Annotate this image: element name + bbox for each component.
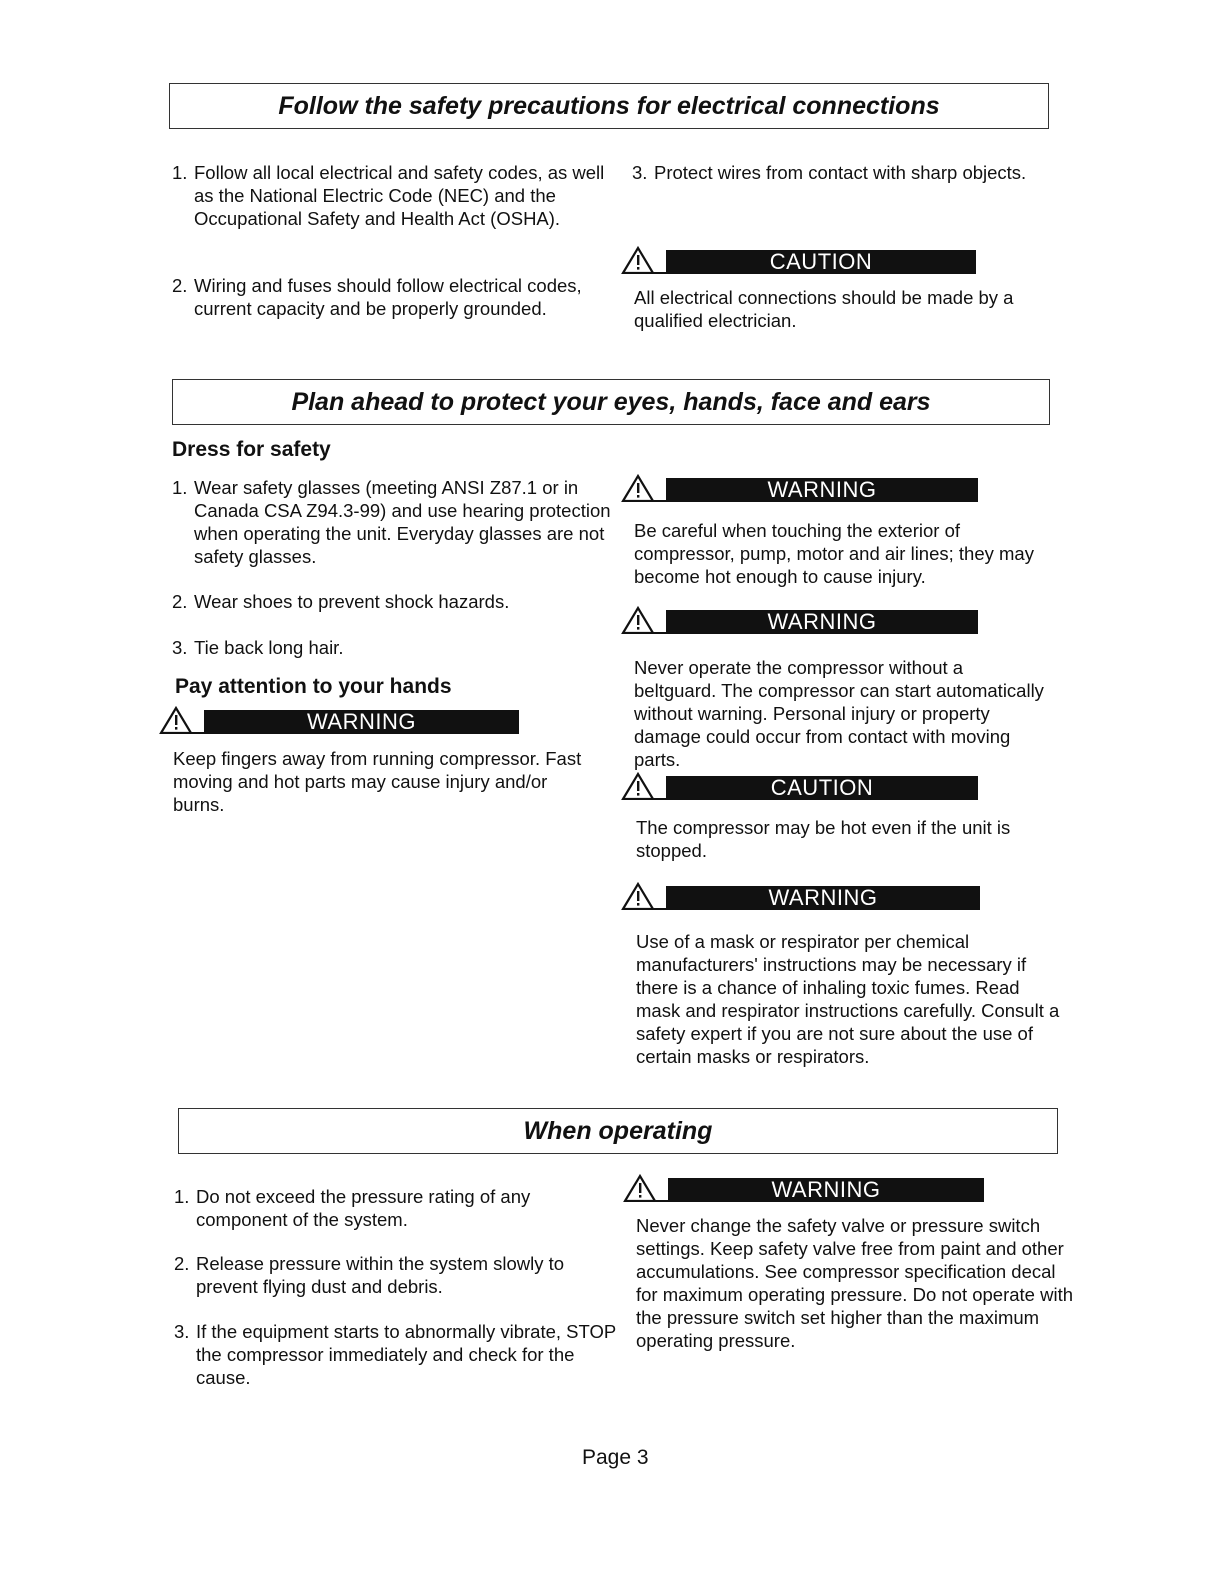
warning-triangle-icon <box>620 474 666 502</box>
warning-triangle-icon <box>622 1174 668 1202</box>
warning-label: WARNING <box>666 886 980 910</box>
caution-banner <box>620 772 978 800</box>
electrical-section-title: Follow the safety precautions for electrical connections <box>278 91 940 120</box>
protect-section-title: Plan ahead to protect your eyes, hands, face and ears <box>291 387 931 416</box>
electrical-caution-banner <box>620 246 976 274</box>
electrical-header-box <box>169 83 1049 129</box>
warning-triangle-icon <box>620 246 666 274</box>
electrical-item-1: 1. Follow all local electrical and safety codes, as well as the National Electric Code (NEC) and the Occupational Safety and Health Act (OSHA). <box>172 162 605 229</box>
electrical-item-3: 3. Protect wires from contact with sharp objects. <box>632 162 1027 183</box>
warning-triangle-icon <box>620 772 666 800</box>
dress-item-2: 2. Wear shoes to prevent shock hazards. <box>172 591 510 612</box>
operating-warning-text: Never change the safety valve or pressure switch settings. Keep safety valve free from paint and other accumulations. See compressor specification decal for maximum operating pressure. Do not operate with the pressure switch set higher than the maximum operating pressure. <box>636 1215 1074 1351</box>
warning-label: WARNING <box>666 478 978 502</box>
warning-label: WARNING <box>666 610 978 634</box>
dress-item-3: 3. Tie back long hair. <box>172 637 344 658</box>
electrical-caution-text: All electrical connections should be made by a qualified electrician. <box>634 287 1014 331</box>
warning-banner-3 <box>620 882 980 910</box>
caution-label: CAUTION <box>666 776 978 800</box>
warning-triangle-icon <box>158 706 204 734</box>
caution-label: CAUTION <box>666 250 976 274</box>
operating-item-1: 1. Do not exceed the pressure rating of any component of the system. <box>174 1186 531 1230</box>
warning-triangle-icon <box>620 882 666 910</box>
page-number: Page 3 <box>582 1446 649 1469</box>
electrical-item-2: 2. Wiring and fuses should follow electrical codes, current capacity and be properly grounded. <box>172 275 582 319</box>
operating-header-box <box>178 1108 1058 1154</box>
hands-heading: Pay attention to your hands <box>175 675 452 698</box>
operating-section-title: When operating <box>523 1116 713 1145</box>
dress-heading: Dress for safety <box>172 438 331 461</box>
warning-label: WARNING <box>668 1178 984 1202</box>
caution-text: The compressor may be hot even if the unit is stopped. <box>636 817 1011 861</box>
warning-triangle-icon <box>620 606 666 634</box>
hands-warning-banner <box>158 706 519 734</box>
warning-text-2: Never operate the compressor without a beltguard. The compressor can start automatically without warning. Personal injury or property damage could occur from contact with moving parts. <box>634 657 1044 770</box>
operating-item-3: 3. If the equipment starts to abnormally vibrate, STOP the compressor immediately and check for the cause. <box>174 1321 616 1388</box>
operating-warning-banner <box>622 1174 984 1202</box>
hands-warning-text: Keep fingers away from running compressor. Fast moving and hot parts may cause injury and/or burns. <box>173 748 582 815</box>
warning-banner-2 <box>620 606 978 634</box>
warning-banner-1 <box>620 474 978 502</box>
operating-item-2: 2. Release pressure within the system slowly to prevent flying dust and debris. <box>174 1253 565 1297</box>
warning-text-3: Use of a mask or respirator per chemical manufacturers' instructions may be necessary if there is a chance of inhaling toxic fumes. Read mask and respirator instructions carefully. Consult a safety expert if you are not sure about the use of certain masks or respirators. <box>636 931 1060 1067</box>
protect-header-box <box>172 379 1050 425</box>
warning-text-1: Be careful when touching the exterior of compressor, pump, motor and air lines; they may become hot enough to cause injury. <box>634 520 1034 587</box>
warning-label: WARNING <box>204 710 519 734</box>
dress-item-1: 1. Wear safety glasses (meeting ANSI Z87.1 or in Canada CSA Z94.3-99) and use hearing protection when operating the unit. Everyday glasses are not safety glasses. <box>172 477 611 567</box>
